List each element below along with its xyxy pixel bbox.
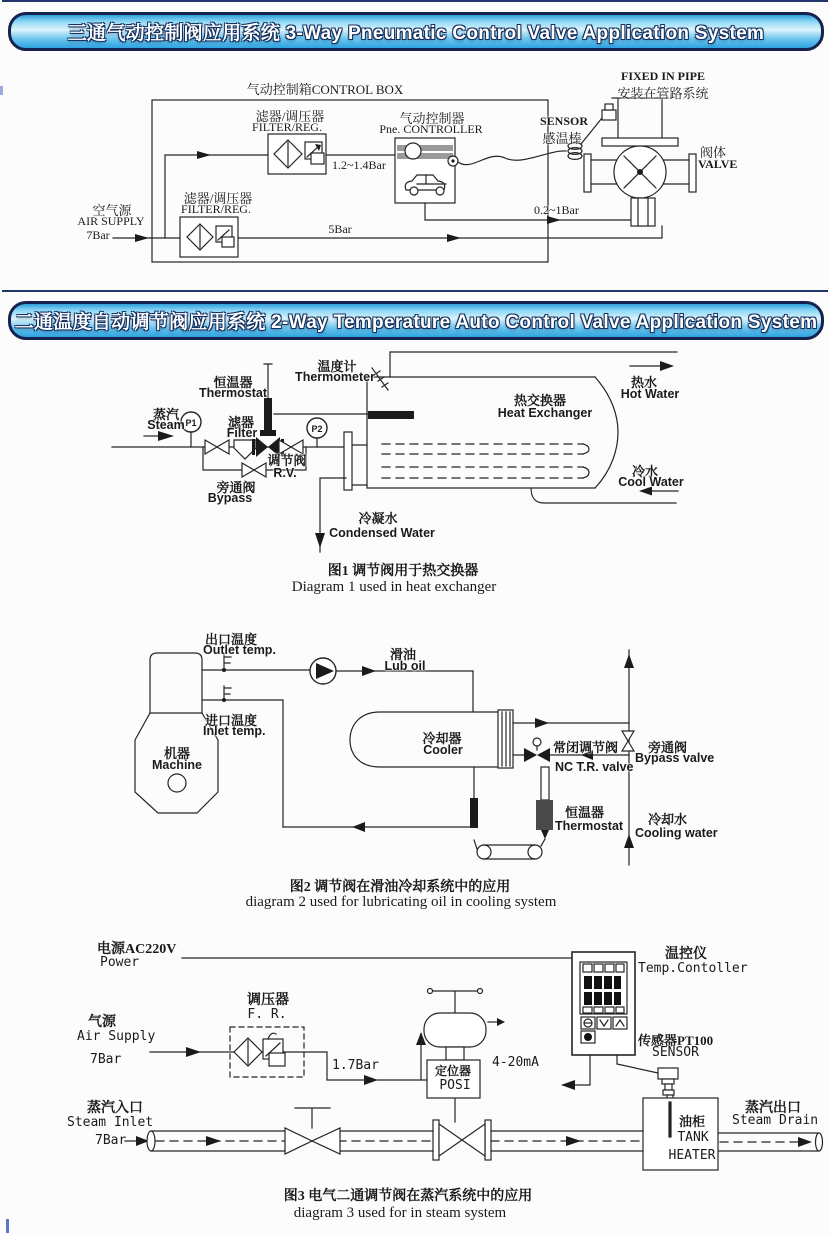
label-condensed-cn: 冷凝水 (358, 511, 398, 526)
label-steam-inlet-en: Steam Inlet (67, 1115, 154, 1130)
label-control-box: 气动控制箱CONTROL BOX (246, 82, 404, 97)
label-filter-top-en: FILTER/REG. (252, 120, 322, 134)
label-valve-cn: 阀体 (700, 145, 727, 160)
section1-title: 三通气动控制阀应用系统 3-Way Pneumatic Control Valve Application System (67, 23, 765, 44)
label-controller-en: Pne. CONTROLLER (379, 122, 483, 136)
label-nc-valve-cn: 常闭调节阀 (553, 740, 619, 755)
label-cool-en: Cool Water (618, 475, 684, 489)
label-rv-en: R.V. (273, 466, 297, 480)
filter-regulator-top-icon (268, 134, 326, 174)
label-air-supply-bar: 7Bar (86, 228, 110, 242)
temp-controller-icon (572, 952, 635, 1055)
label-hx-en: Heat Exchanger (497, 406, 593, 420)
bypass-valve-icon (242, 463, 266, 477)
label-oil-thermostat-en: Thermostat (555, 819, 624, 833)
caption2-cn: 图2 调节阀在滑油冷却系统中的应用 (289, 880, 511, 895)
label-steam-inlet-bar: 7Bar (95, 1133, 127, 1148)
label-outlet-cn: 出口温度 (205, 632, 258, 647)
nc-regulating-valve-icon (524, 738, 550, 762)
caption1-cn: 图1 调节阀用于热交换器 (327, 564, 479, 579)
label-posi-en: POSI (439, 1078, 471, 1093)
label-rv-cn: 调节阀 (267, 453, 307, 468)
label-posi-cn: 定位器 (434, 1064, 472, 1078)
label-air-cn: 气源 (88, 1015, 116, 1030)
label-air-bar: 7Bar (90, 1052, 122, 1067)
label-oil-thermostat-cn: 恒温器 (565, 805, 605, 820)
label-hx-bypass-en: Bypass (207, 491, 253, 505)
gate-valve-icon (285, 1108, 340, 1154)
label-sensor-en: SENSOR (539, 114, 589, 128)
caption1-en: Diagram 1 used in heat exchanger (291, 579, 497, 595)
label-bar-out: 0.2~1Bar (534, 203, 579, 217)
cooling-bypass-valve-icon (622, 731, 634, 751)
label-fr-cn: 调压器 (247, 993, 289, 1008)
label-cooling-water-cn: 冷却水 (648, 812, 688, 827)
label-hx-filter-en: Filter (226, 426, 258, 440)
filter-regulator-fr-icon (230, 1027, 304, 1077)
label-steam-inlet-cn: 蒸汽入口 (87, 1101, 143, 1116)
label-tank-cn: 油柜 (678, 1114, 706, 1129)
label-lub-en: Lub oil (384, 659, 426, 673)
heat-exchanger-body (344, 377, 618, 490)
label-fixed-cn: 安装在管路系统 (617, 86, 709, 101)
label-outlet-en: Outlet temp. (203, 643, 276, 657)
label-signal: 4-20mA (492, 1055, 539, 1070)
label-tank-en1: TANK (677, 1130, 709, 1145)
label-sensor-cn: 感温棒 (542, 131, 582, 146)
label-air-en: Air Supply (77, 1029, 156, 1044)
label-hx-thermostat-cn: 恒温器 (213, 375, 253, 390)
label-cooler-en: Cooler (423, 743, 463, 757)
label-filter-bot-en: FILTER/REG. (181, 202, 251, 216)
label-tc-en: Temp.Contoller (638, 961, 748, 976)
label-fr-en: F. R. (247, 1007, 287, 1022)
label-hot-en: Hot Water (620, 387, 680, 401)
shutoff-valve-left-icon (205, 440, 229, 454)
pneumatic-controller-icon (395, 138, 458, 203)
label-thermometer-cn: 温度计 (317, 359, 357, 374)
label-air-supply-en: AIR SUPPLY (77, 214, 145, 228)
label-power-cn: 电源AC220V (97, 942, 177, 957)
label-condensed-en: Condensed Water (329, 526, 435, 540)
label-gauge-p1: P1 (185, 418, 197, 428)
label-hx-cn: 热交换器 (513, 393, 567, 408)
label-hx-filter-cn: 滤器 (227, 415, 255, 430)
label-thermometer-en: Thermometer (295, 370, 375, 384)
label-cooling-water-en: Cooling water (635, 826, 718, 840)
label-machine-en: Machine (151, 758, 203, 772)
label-inlet-en: Inlet temp. (203, 724, 266, 738)
valve-body-icon (584, 98, 696, 226)
label-hx-thermostat-en: Thermostat (198, 386, 268, 400)
label-controller-cn: 气动控制器 (399, 111, 465, 126)
label-hot-cn: 热水 (630, 375, 658, 390)
label-tc-cn: 温控仪 (665, 947, 707, 962)
sensing-bulb-icon (470, 798, 478, 828)
label-power-en: Power (100, 955, 140, 970)
label-hx-bypass-cn: 旁通阀 (216, 480, 256, 495)
label-steam-cn: 蒸汽 (152, 407, 180, 422)
label-steam-en: Steam (147, 418, 185, 432)
label-steam-drain-cn: 蒸汽出口 (745, 1101, 801, 1116)
label-filter-bot-cn: 滤器/调压器 (183, 191, 253, 206)
label-inlet-cn: 进口温度 (205, 713, 258, 728)
label-pt100-en: SENSOR (652, 1045, 699, 1060)
steam-system-diagram (125, 952, 823, 1170)
label-lub-cn: 滑油 (389, 647, 417, 662)
label-cool-cn: 冷水 (631, 464, 659, 479)
pump-icon (310, 658, 336, 684)
label-machine-cn: 机器 (163, 746, 191, 761)
caption3-cn: 图3 电气二通调节阀在蒸汽系统中的应用 (283, 1189, 533, 1204)
label-filter-top-cn: 滤器/调压器 (255, 109, 325, 124)
label-cooler-cn: 冷却器 (422, 731, 462, 746)
label-tank-en2: HEATER (668, 1148, 716, 1163)
label-valve-en: VALVE (698, 157, 738, 171)
caption2-en: diagram 2 used for lubricating oil in cooling system (245, 894, 557, 910)
label-bar-17: 1.7Bar (332, 1058, 379, 1073)
label-bar-mid: 1.2~1.4Bar (332, 158, 386, 172)
label-steam-drain-en: Steam Drain (732, 1113, 819, 1128)
thermowell-icon (368, 411, 414, 419)
label-bar-5: 5Bar (328, 222, 352, 236)
label-pt100-cn: 传感器PT100 (638, 1033, 714, 1048)
label-fixed-en: FIXED IN PIPE (620, 69, 706, 83)
caption3-en: diagram 3 used for in steam system (293, 1205, 507, 1221)
filter-regulator-bottom-icon (180, 217, 238, 257)
oil-thermostat-icon (474, 767, 553, 859)
label-nc-valve-en: NC T.R. valve (555, 760, 634, 774)
label-oil-bypass-cn: 旁通阀 (648, 740, 688, 755)
label-gauge-p2: P2 (311, 424, 323, 434)
section2-title: 二通温度自动调节阀应用系统 2-Way Temperature Auto Control Valve Application System (14, 312, 818, 333)
label-oil-bypass-en: Bypass valve (635, 751, 715, 765)
label-air-supply-cn: 空气源 (92, 203, 132, 218)
